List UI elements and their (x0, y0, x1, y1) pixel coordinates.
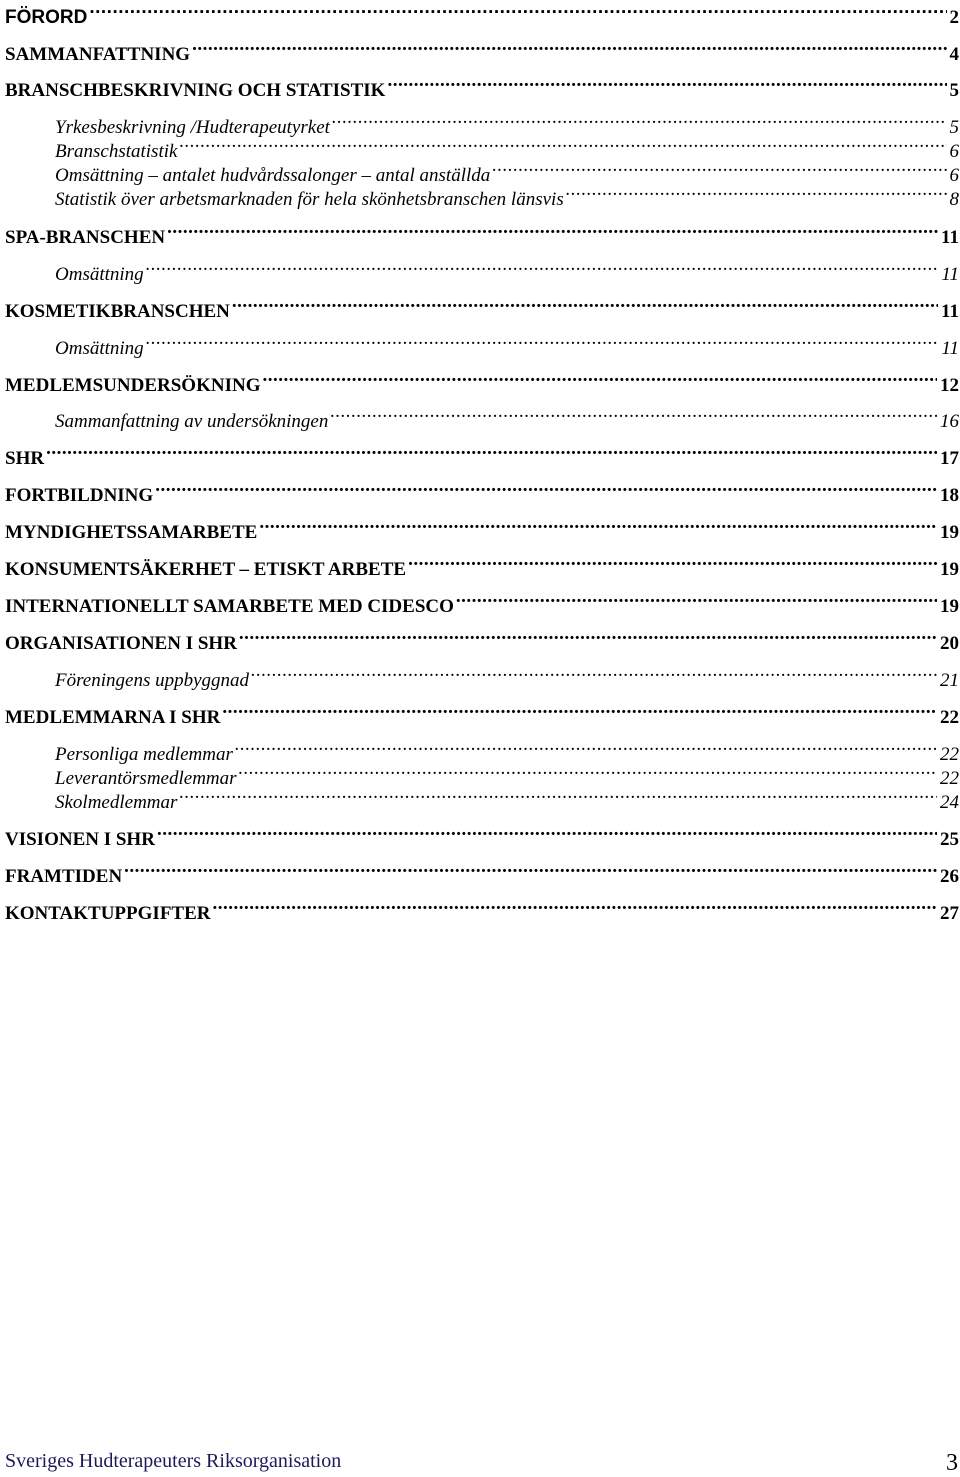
toc-entry-organisationen[interactable] (5, 627, 959, 655)
toc-entry-branschbeskrivning[interactable] (5, 74, 959, 102)
toc-entry-label: KOSMETIKBRANSCHEN (5, 301, 230, 322)
toc-entry-label: VISIONEN I SHR (5, 829, 155, 850)
toc-entry-sammanfattning[interactable] (5, 38, 959, 66)
toc-entry-label: MEDLEMSUNDERSÖKNING (5, 375, 261, 396)
dot-leader (155, 479, 937, 501)
toc-entry-omsattning-spa[interactable] (55, 258, 959, 286)
toc-entry-kontaktuppgifter[interactable] (5, 897, 959, 925)
toc-entry-page: 2 (949, 7, 959, 28)
dot-leader (235, 738, 937, 760)
toc-entry-page: 22 (940, 768, 959, 789)
dot-leader (146, 258, 939, 280)
footer-organization: Sveriges Hudterapeuters Riksorganisation (5, 1450, 342, 1472)
toc-entry-omsattning-kosmetik[interactable] (55, 332, 959, 360)
dot-leader (46, 442, 937, 464)
dot-leader (259, 516, 937, 538)
toc-entry-spa-branschen[interactable] (5, 221, 959, 249)
toc-entry-page: 6 (949, 165, 959, 186)
toc-entry-page: 11 (941, 301, 959, 322)
footer-page-number: 3 (946, 1450, 958, 1476)
toc-entry-page: 18 (940, 485, 959, 506)
toc-entry-page: 22 (940, 707, 959, 728)
toc-entry-label: Yrkesbeskrivning /Hudterapeutyrket (55, 117, 330, 138)
toc-entry-visionen[interactable] (5, 823, 959, 851)
toc-entry-page: 6 (949, 141, 959, 162)
toc-entry-label: Omsättning – antalet hudvårdssalonger – antal anställda (55, 165, 491, 186)
toc-entry-konsumentsakerhet[interactable] (5, 553, 959, 581)
toc-entry-page: 4 (949, 44, 959, 65)
toc-entry-page: 19 (940, 559, 959, 580)
toc-entry-label: KONSUMENTSÄKERHET – ETISKT ARBETE (5, 559, 407, 580)
toc-entry-page: 5 (949, 80, 959, 101)
toc-entry-statistik-lansvis[interactable] (55, 183, 959, 211)
dot-leader (179, 786, 937, 808)
dot-leader (251, 664, 937, 686)
toc-entry-page: 12 (940, 375, 959, 396)
toc-entry-label: Personliga medlemmar (55, 744, 233, 765)
dot-leader (232, 295, 938, 317)
toc-entry-label: Skolmedlemmar (55, 792, 178, 813)
toc-entry-page: 16 (940, 411, 959, 432)
dot-leader (124, 860, 937, 882)
dot-leader (167, 221, 938, 243)
toc-entry-kosmetikbranschen[interactable] (5, 295, 959, 323)
dot-leader (192, 38, 946, 60)
toc-entry-label: SPA-BRANSCHEN (5, 227, 166, 248)
dot-leader (456, 590, 937, 612)
toc-entry-label: MYNDIGHETSSAMARBETE (5, 522, 258, 543)
toc-entry-fortbildning[interactable] (5, 479, 959, 507)
toc-entry-page: 27 (940, 903, 959, 924)
toc-entry-forord[interactable] (5, 1, 959, 29)
toc-entry-page: 11 (941, 264, 959, 285)
dot-leader (89, 1, 946, 23)
dot-leader (157, 823, 937, 845)
dot-leader (179, 135, 946, 157)
dot-leader (239, 762, 937, 784)
dot-leader (239, 627, 937, 649)
toc-entry-label: INTERNATIONELLT SAMARBETE MED CIDESCO (5, 596, 454, 617)
toc-entry-page: 11 (941, 338, 959, 359)
toc-entry-page: 11 (941, 227, 959, 248)
toc-entry-label: SHR (5, 448, 45, 469)
toc-entry-internationellt-samarbete[interactable] (5, 590, 959, 618)
toc-entry-label: Omsättning (55, 338, 144, 359)
toc-entry-page: 26 (940, 866, 959, 887)
toc-entry-label: Leverantörsmedlemmar (55, 768, 237, 789)
toc-entry-skolmedlemmar[interactable] (55, 786, 959, 814)
toc-entry-label: Sammanfattning av undersökningen (55, 411, 329, 432)
toc-entry-label: KONTAKTUPPGIFTER (5, 903, 211, 924)
toc-entry-page: 25 (940, 829, 959, 850)
toc-entry-page: 19 (940, 522, 959, 543)
toc-entry-page: 19 (940, 596, 959, 617)
dot-leader (332, 111, 947, 133)
toc-entry-foreningens-uppbyggnad[interactable] (55, 664, 959, 692)
dot-leader (262, 369, 937, 391)
toc-entry-label: Branschstatistik (55, 141, 178, 162)
toc-entry-medlemsundersokning[interactable] (5, 369, 959, 397)
dot-leader (146, 332, 939, 354)
toc-entry-framtiden[interactable] (5, 860, 959, 888)
toc-entry-label: MEDLEMMARNA I SHR (5, 707, 221, 728)
toc-entry-page: 17 (940, 448, 959, 469)
toc-entry-page: 24 (940, 792, 959, 813)
toc-entry-medlemmarna[interactable] (5, 701, 959, 729)
toc-entry-label: ORGANISATIONEN I SHR (5, 633, 237, 654)
toc-entry-myndighetssamarbete[interactable] (5, 516, 959, 544)
dot-leader (387, 74, 946, 96)
toc-entry-label: Statistik över arbetsmarknaden för hela skönhetsbranschen länsvis (55, 189, 564, 210)
dot-leader (222, 701, 937, 723)
toc-entry-page: 5 (949, 117, 959, 138)
toc-entry-label: FRAMTIDEN (5, 866, 123, 887)
dot-leader (492, 159, 946, 181)
toc-entry-label: FORTBILDNING (5, 485, 154, 506)
toc-entry-label: FÖRORD (5, 7, 88, 28)
dot-leader (213, 897, 938, 919)
toc-entry-shr[interactable] (5, 442, 959, 470)
toc-entry-label: BRANSCHBESKRIVNING OCH STATISTIK (5, 80, 386, 101)
toc-entry-label: SAMMANFATTNING (5, 44, 191, 65)
dot-leader (566, 183, 947, 205)
toc-entry-page: 22 (940, 744, 959, 765)
toc-entry-page: 21 (940, 670, 959, 691)
dot-leader (330, 405, 937, 427)
toc-entry-page: 20 (940, 633, 959, 654)
toc-entry-label: Omsättning (55, 264, 144, 285)
dot-leader (408, 553, 937, 575)
toc-entry-label: Föreningens uppbyggnad (55, 670, 250, 691)
toc-entry-sammanfattning-undersokning[interactable] (55, 405, 959, 433)
toc-entry-page: 8 (949, 189, 959, 210)
